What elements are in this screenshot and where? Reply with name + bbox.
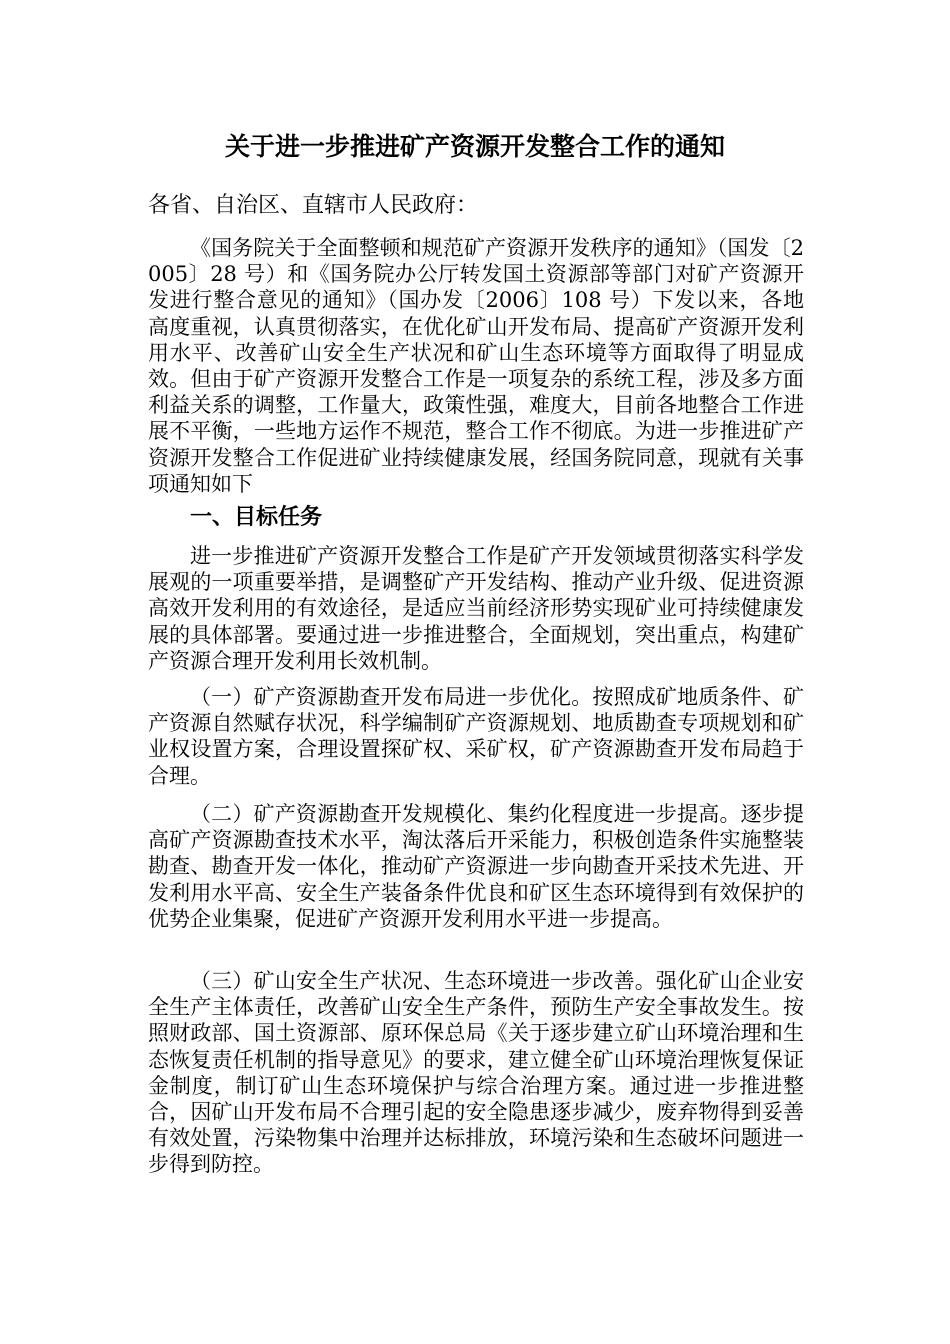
section-heading-goals: 一、目标任务 [190,504,323,530]
item-1-paragraph: （一）矿产资源勘查开发布局进一步优化。按照成矿地质条件、矿产资源自然赋存状况，科学编制矿产资源规划、地质勘查专项规划和矿业权设置方案，合理设置探矿权、采矿权，矿产资源勘查开发布局趋于合理。 [148,685,804,788]
salutation: 各省、自治区、直辖市人民政府： [148,193,479,218]
item-3-paragraph: （三）矿山安全生产状况、生态环境进一步改善。强化矿山企业安全生产主体责任，改善矿山安全生产条件，预防生产安全事故发生。按照财政部、国土资源部、原环保总局《关于逐步建立矿山环境治理和生态恢复责任机制的指导意见》的要求，建立健全矿山环境治理恢复保证金制度，制订矿山生态环境保护与综合治理方案。通过进一步推进整合，因矿山开发布局不合理引起的安全隐患逐步减少，废弃物得到妥善有效处置，污染物集中治理并达标排放，环境污染和生态破坏问题进一步得到防控。 [148,969,804,1177]
intro-paragraph: 《国务院关于全面整顿和规范矿产资源开发秩序的通知》（国发〔2005〕28 号）和《国务院办公厅转发国土资源部等部门对矿产资源开发进行整合意见的通知》（国办发〔2006〕108 号）下发以来，各地高度重视，认真贯彻落实，在优化矿山开发布局、提高矿产资源开发利用水平、改善矿山安全生产状况和矿山生态环境等方面取得了明显成效。但由于矿产资源开发整合工作是一项复杂的系统工程，涉及多方面利益关系的调整，工作量大，政策性强，难度大，目前各地整合工作进展不平衡，一些地方运作不规范，整合工作不彻底。为进一步推进矿产资源开发整合工作促进矿业持续健康发展，经国务院同意，现就有关事项通知如下 [148,236,804,496]
goals-paragraph: 进一步推进矿产资源开发整合工作是矿产开发领域贯彻落实科学发展观的一项重要举措，是调整矿产开发结构、推动产业升级、促进资源高效开发利用的有效途径，是适应当前经济形势实现矿业可持续健康发展的具体部署。要通过进一步推进整合，全面规划，突出重点，构建矿产资源合理开发利用长效机制。 [148,544,804,673]
item-2-paragraph: （二）矿产资源勘查开发规模化、集约化程度进一步提高。逐步提高矿产资源勘查技术水平，淘汰落后开采能力，积极创造条件实施整装勘查、勘查开发一体化，推动矿产资源进一步向勘查开采技术先进、开发利用水平高、安全生产装备条件优良和矿区生态环境得到有效保护的优势企业集聚，促进矿产资源开发利用水平进一步提高。 [148,802,804,931]
document-title: 关于进一步推进矿产资源开发整合工作的通知 [224,132,725,161]
